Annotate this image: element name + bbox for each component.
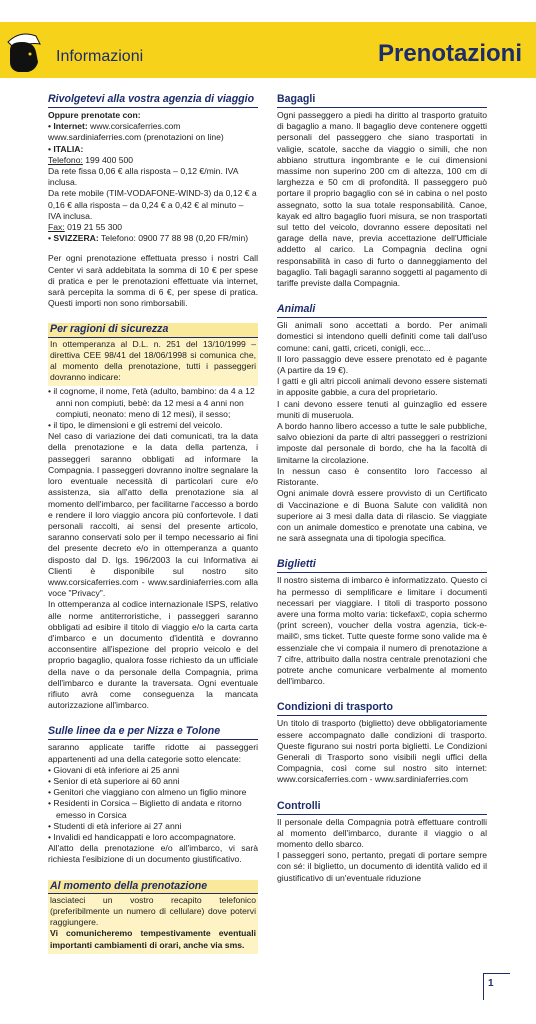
agency-line: Telefono: 199 400 500 <box>48 154 134 165</box>
animals-paragraph: A bordo hanno libero accesso a tutte le sale pubbliche, salvo obiezioni da parte di altri passeggeri o restrizioni imposte dal personale di bordo, che ha la facoltà di limitarne la circolazione. <box>277 421 487 465</box>
conditions-text: Un titolo di trasporto (biglietto) deve obbligatoriamente essere accompagnato dalle condizioni di trasporto. Queste figurano sui nostri porta biglietti. Le Condizioni Generali di Trasporto sono visibili negli uffici della Compagnia, così come sul nostro sito internet: www.corsicaferries.com - www.sardiniaferries.com <box>277 718 487 785</box>
animals-paragraph: Ogni animale dovrà essere provvisto di un Certificato di Vaccinazione e di Buona Salute con validità non superiore ai 3 mesi dalla data di rilascio. Se viaggiate con un animale domestico e prenotate una cabina, ve ne sarà assegnata una di tipologia specifica. <box>277 488 487 544</box>
heading-travel-agency: Rivolgetevi alla vostra agenzia di viaggio <box>48 93 258 108</box>
booking-moment-bold: Vi comunicheremo tempestivamente eventuali importanti cambiamenti di orari, anche via sms. <box>50 928 256 950</box>
heading-booking-moment: Al momento della prenotazione <box>48 880 258 894</box>
section-label: Informazioni <box>56 48 144 65</box>
security-bullet: • il tipo, le dimensioni e gli estremi del veicolo. <box>48 420 223 431</box>
agency-line: Fax: 019 21 55 300 <box>48 222 123 233</box>
security-body: Nel caso di variazione dei dati comunicati, tra la data della prenotazione e la data della partenza, i passeggeri saranno obbligati ad informare la Compagnia. I passeggeri dovranno inoltre segnalare la loro eventuale necessità di particolari cure e/o assistenza, sia all'atto della prenotazione sia al momento dell'imbarco, per facilitarne l'accesso a bordo e rendere il loro viaggio ancora più confortevole. I dati personali raccolti, ai sensi del presente articolo, saranno conservati solo per il tempo necessario ai fini del presente decreto e/o in ottemperanza a quanto disposto dal D. lgs. 196/2003 la cui Informativa ai Clienti è disponibile sul nostro sito www.corsicaferries.com - www.sardiniaferries.com alla voce "Privacy". <box>48 431 258 599</box>
agency-line: Oppure prenotate con: <box>48 110 141 120</box>
booking-moment-text: lasciateci un vostro recapito telefonico (preferibilmente un numero di cellulare) dove potervi raggiungere. <box>50 894 256 928</box>
agency-line: • ITALIA: <box>48 143 84 154</box>
heading-animals: Animali <box>277 303 487 318</box>
nice-toulon-bullet: • Studenti di età inferiore ai 27 anni <box>48 820 182 831</box>
agency-note: Per ogni prenotazione effettuata presso i nostri Call Center vi sarà addebitata la somma di 10 € per spese di pratica e per le prenotazioni effettuate via internet, sarà percepita la somma di 6 €, per spese di pratica. Questi importi non sono rimborsabili. <box>48 253 258 309</box>
security-intro: In ottemperanza al D.L. n. 251 del 13/10/1999 – direttiva CEE 98/41 del 18/06/1998 si comunica che, al momento della prenotazione, tutti i passeggeri dovranno indicare: <box>50 338 256 383</box>
heading-conditions: Condizioni di trasporto <box>277 701 487 716</box>
heading-controls: Controlli <box>277 800 487 815</box>
heading-tickets: Biglietti <box>277 558 487 573</box>
moor-head-logo-icon <box>0 22 50 78</box>
security-box <box>48 338 258 387</box>
nice-toulon-bullet: • Genitori che viaggiano con almeno un figlio minore <box>48 787 247 798</box>
animals-paragraph: Gli animali sono accettati a bordo. Per animali domestici si intendono quelli definiti come tali dall'uso comune: cani, gatti, criceti, conigli, ecc... <box>277 320 487 353</box>
booking-moment-box <box>48 894 258 954</box>
tickets-text: Il nostro sistema di imbarco è informatizzato. Questo ci ha permesso di semplificare e limitare i documenti necessari per viaggiare. I titoli di trasporto possono avere una forma molto varia: tickefax©, copia schermo (print screen), voucher della vostra agenzia, tick-e-mail©, sms ticket. Tutte queste forme sono valide ma è essenziale che vi compaia il numero di prenotazione a 7 cifre, attribuito dalla nostra centrale prenotazioni che potrete anche comunicare verbalmente al momento dell'imbarco. <box>277 575 487 687</box>
nice-toulon-intro: saranno applicate tariffe ridotte ai passeggeri appartenenti ad una della categorie sotto elencate: <box>48 742 258 764</box>
right-column <box>277 93 487 884</box>
controls-paragraph: I passeggeri sono, pertanto, pregati di portare sempre con sé: il biglietto, un documento di identità valido ed il giustificativo di un'eventuale riduzione <box>277 850 487 883</box>
nice-toulon-bullet: • Invalidi ed handicappati e loro accompagnatore. <box>48 831 236 842</box>
agency-line: • SVIZZERA: Telefono: 0900 77 88 98 (0,20 FR/min) <box>48 233 249 244</box>
agency-line: • Internet: www.corsicaferries.com <box>48 121 181 132</box>
heading-luggage: Bagagli <box>277 93 487 108</box>
corsica-ferries-link[interactable]: www.corsicaferries.com <box>90 121 181 132</box>
left-column <box>48 93 258 954</box>
animals-paragraph: I cani devono essere tenuti al guinzaglio ed essere muniti di museruola. <box>277 398 487 420</box>
security-body: In ottemperanza al codice internazionale ISPS, relativo alle norme antiterroristiche, i passeggeri saranno obbligati ad esibire il titolo di viaggio e/o la carta carta d'imbarco e un documento d'identità e dovranno acconsentire all'ispezione del proprio veicolo e del proprio bagaglio, qualora fosse richiesto da un ufficiale della nave o da personale della Compagnia, prima dell'imbarco e durante la traversata. Ogni eventuale rifiuto avrà come conseguenza la mancata autorizzazione all'imbarco. <box>48 599 258 711</box>
animals-paragraph: I gatti e gli altri piccoli animali devono essere sistemati in apposite gabbie, a cura del proprietario. <box>277 376 487 398</box>
heading-nice-toulon: Sulle linee da e per Nizza e Tolone <box>48 725 258 740</box>
animals-paragraph: Il loro passaggio deve essere prenotato ed è pagante (A partire da 19 €). <box>277 353 487 376</box>
page-number: 1 <box>488 978 494 989</box>
agency-line[interactable]: www.sardiniaferries.com (prenotazioni on line) <box>48 132 224 143</box>
luggage-text: Ogni passeggero a piedi ha diritto al trasporto gratuito di bagaglio a mano. Il bagaglio deve contenere oggetti personali del passeggero che siano trasportati in valigie, scatole, sacche da viaggio o simili, che non abbiano struttura ingombrante e le cui dimensioni massime non superino 200 cm di altezza, 100 cm di larghezza e 50 cm di profondità. Il passeggero può portare il proprio bagaglio con sé in cabina o nel posto assegnato, sotto la sua totale responsabilità. Canoe, kayak ed altro bagaglio fuori misura, se non trasportati sul tetto del veicolo, dovranno essere depositati nel garage della nave, previa accettazione dell'Ufficiale addetto al carico. La Compagnia declina ogni responsabilità in caso di furto o danneggiamento del bagaglio. Tali bagagli saranno soggetti al pagamento di tariffe previste dalla Compagnia. <box>277 110 487 289</box>
controls-paragraph: Il personale della Compagnia potrà effettuare controlli al momento dell'imbarco, durante il viaggio o al momento dello sbarco. <box>277 816 487 849</box>
nice-toulon-outro: All'atto della prenotazione e/o all'imbarco, vi sarà richiesta l'esibizione di un documento giustificativo. <box>48 843 258 865</box>
security-bullet: • il cognome, il nome, l'età (adulto, bambino: da 4 a 12 anni non compiuti, bebè: da 12 mesi a 4 anni non compiuti, neonato: meno di 12 mesi), il sesso; <box>48 386 255 419</box>
heading-security: Per ragioni di sicurezza <box>48 323 258 337</box>
nice-toulon-bullet: • Senior di età superiore ai 60 anni <box>48 775 180 786</box>
page-title: Prenotazioni <box>377 40 522 67</box>
agency-line: Da rete fissa 0,06 € alla risposta – 0,12 €/min. IVA inclusa. <box>48 166 238 188</box>
nice-toulon-bullet: • Residenti in Corsica – Biglietto di andata e ritorno emesso in Corsica <box>48 798 242 820</box>
animals-paragraph: In nessun caso è consentito loro l'accesso al Ristorante. <box>277 465 487 488</box>
agency-line: Da rete mobile (TIM-VODAFONE-WIND-3) da 0,12 € a 0,16 € alla risposta – da 0,24 € a 0,42 € al minuto – IVA inclusa. <box>48 188 257 221</box>
nice-toulon-bullet: • Giovani di età inferiore ai 25 anni <box>48 764 180 775</box>
